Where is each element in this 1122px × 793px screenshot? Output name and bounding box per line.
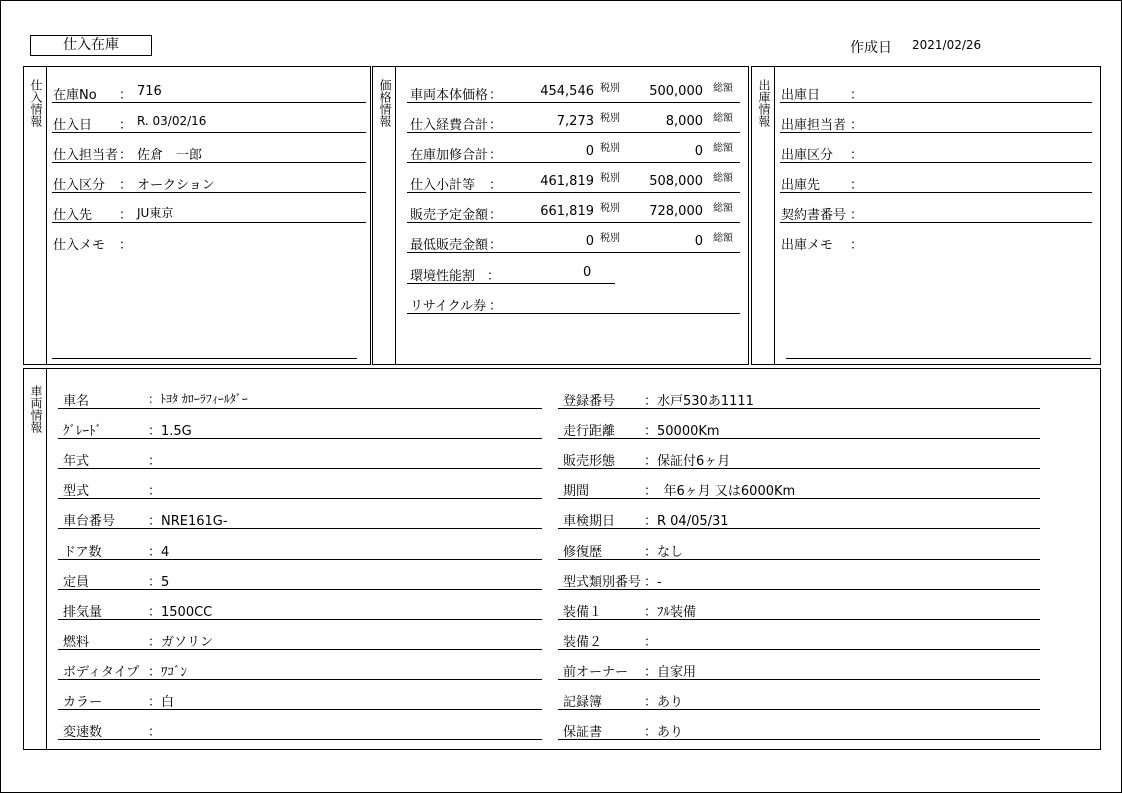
vehicle-right-row bbox=[558, 710, 1040, 740]
purchase-row-colon: ： bbox=[119, 88, 133, 103]
purchase-row bbox=[52, 133, 366, 163]
price-total-value: 0 bbox=[694, 234, 703, 249]
vehicle-right-label: 期間 bbox=[563, 484, 590, 499]
shipping-row-colon: ： bbox=[850, 238, 864, 253]
vehicle-right-value: ：- bbox=[644, 575, 662, 590]
vehicle-right-value: ： 年6ヶ月 又は6000Km bbox=[644, 484, 796, 499]
tax-excluded-label: 税別 bbox=[600, 233, 620, 244]
tax-excluded-label: 税別 bbox=[600, 173, 620, 184]
vehicle-left-value: ：ﾜｺﾞﾝ bbox=[148, 665, 188, 680]
price-side bbox=[373, 67, 396, 364]
purchase-row-colon: ： bbox=[119, 118, 133, 133]
purchase-row-label: 在庫No bbox=[53, 88, 97, 103]
tax-excluded-label: 税別 bbox=[600, 113, 620, 124]
price-tax-excluded-value: 7,273 bbox=[556, 114, 594, 129]
env-label: 環境性能割 bbox=[410, 269, 476, 284]
price-tax-excluded-value: 661,819 bbox=[540, 204, 594, 219]
purchase-row-value: R. 03/02/16 bbox=[137, 114, 207, 128]
purchase-row bbox=[52, 223, 366, 252]
shipping-row bbox=[780, 223, 1092, 252]
created-date-value: 2021/02/26 bbox=[912, 38, 982, 52]
env-value: 0 bbox=[583, 265, 592, 280]
vehicle-left-value: ：5 bbox=[148, 575, 170, 590]
vehicle-left-row bbox=[58, 439, 542, 469]
price-total-value: 8,000 bbox=[665, 114, 703, 129]
vehicle-right-row bbox=[558, 650, 1040, 680]
purchase-row-value: 佐倉 一郎 bbox=[137, 148, 203, 163]
shipping-side bbox=[752, 67, 775, 364]
price-total-value: 500,000 bbox=[649, 84, 703, 99]
purchase-row-colon: ： bbox=[119, 148, 133, 163]
purchase-row-colon: ： bbox=[119, 178, 133, 193]
shipping-row bbox=[780, 103, 1092, 133]
price-row-colon: ： bbox=[489, 88, 503, 103]
vehicle-panel bbox=[23, 368, 1101, 750]
price-row bbox=[407, 193, 740, 223]
vehicle-left-row bbox=[58, 650, 542, 680]
shipping-row bbox=[780, 193, 1092, 223]
vehicle-right-value: ：あり bbox=[644, 695, 684, 710]
vehicle-right-label: 記録簿 bbox=[563, 695, 603, 710]
price-total-value: 508,000 bbox=[649, 174, 703, 189]
vehicle-left-row bbox=[58, 560, 542, 590]
vehicle-left-row bbox=[58, 590, 542, 620]
tax-included-label: 総額 bbox=[713, 113, 733, 124]
vehicle-left-value: ：ﾄﾖﾀ ｶﾛｰﾗﾌｨｰﾙﾀﾞｰ bbox=[148, 392, 248, 406]
vehicle-right-label: 型式類別番号 bbox=[563, 575, 642, 590]
vehicle-left-label: 車台番号 bbox=[63, 514, 116, 529]
price-side-label: 価格情報 bbox=[378, 79, 392, 127]
purchase-side-label: 仕入情報 bbox=[29, 79, 43, 127]
vehicle-right-value: ：自家用 bbox=[644, 665, 697, 680]
price-total-value: 0 bbox=[694, 144, 703, 159]
tax-excluded-label: 税別 bbox=[600, 203, 620, 214]
vehicle-side-label: 車両情報 bbox=[29, 385, 43, 433]
shipping-row bbox=[780, 73, 1092, 103]
vehicle-right-value: ： bbox=[644, 635, 658, 650]
shipping-row-colon: ： bbox=[850, 208, 864, 223]
shipping-row-label: 出庫日 bbox=[781, 88, 821, 103]
vehicle-left-row bbox=[58, 620, 542, 650]
vehicle-right-row bbox=[558, 499, 1040, 529]
tax-included-label: 総額 bbox=[713, 203, 733, 214]
purchase-row-colon: ： bbox=[119, 238, 133, 253]
purchase-row bbox=[52, 103, 366, 133]
purchase-row-label: 仕入担当者 bbox=[53, 148, 119, 163]
vehicle-left-value: ：1500CC bbox=[148, 605, 213, 620]
purchase-row-colon: ： bbox=[119, 208, 133, 223]
price-row-colon: ： bbox=[489, 148, 503, 163]
vehicle-right-label: 修復歴 bbox=[563, 545, 603, 560]
vehicle-right-value: ：保証付6ヶ月 bbox=[644, 454, 731, 469]
recycle-colon: ： bbox=[489, 299, 503, 314]
purchase-row-value: オークション bbox=[137, 178, 215, 193]
price-row-label: 仕入経費合計 bbox=[410, 118, 489, 133]
vehicle-right-row bbox=[558, 560, 1040, 590]
purchase-row-label: 仕入日 bbox=[53, 118, 93, 133]
vehicle-right-row bbox=[558, 530, 1040, 560]
shipping-row-label: 出庫区分 bbox=[781, 148, 834, 163]
shipping-row bbox=[780, 133, 1092, 163]
env-row bbox=[407, 254, 615, 284]
vehicle-left-label: ボディタイプ bbox=[63, 665, 140, 680]
vehicle-left-label: 年式 bbox=[63, 454, 90, 469]
recycle-row bbox=[407, 284, 740, 314]
purchase-row bbox=[52, 193, 366, 223]
price-row-colon: ： bbox=[489, 238, 503, 253]
purchase-side bbox=[24, 67, 47, 364]
vehicle-right-label: 装備１ bbox=[563, 605, 603, 620]
price-row-label: 最低販売金額 bbox=[410, 238, 489, 253]
price-total-value: 728,000 bbox=[649, 204, 703, 219]
vehicle-left-label: 定員 bbox=[63, 575, 90, 590]
price-row bbox=[407, 103, 740, 133]
purchase-row bbox=[52, 163, 366, 193]
created-date-label: 作成日 bbox=[850, 40, 892, 56]
vehicle-right-row bbox=[558, 680, 1040, 710]
purchase-bottom-line bbox=[52, 358, 357, 359]
price-row-label: 販売予定金額 bbox=[410, 208, 489, 223]
vehicle-right-label: 前オーナー bbox=[563, 665, 629, 680]
price-row-label: 在庫加修合計 bbox=[410, 148, 489, 163]
report-title: 仕入在庫 bbox=[30, 35, 152, 56]
vehicle-right-label: 販売形態 bbox=[563, 454, 616, 469]
env-colon: ： bbox=[487, 269, 501, 284]
purchase-row-label: 仕入メモ bbox=[53, 238, 106, 253]
vehicle-left-label: カラー bbox=[63, 695, 103, 710]
vehicle-right-row bbox=[558, 439, 1040, 469]
vehicle-left-row bbox=[58, 710, 542, 740]
vehicle-right-value: ：水戸530あ1111 bbox=[644, 394, 754, 409]
vehicle-right-value: ：ﾌﾙ装備 bbox=[644, 605, 697, 620]
vehicle-right-value: ：なし bbox=[644, 545, 684, 560]
purchase-row-value: 716 bbox=[137, 84, 162, 99]
shipping-row-label: 出庫メモ bbox=[781, 238, 834, 253]
shipping-side-label: 出庫情報 bbox=[757, 79, 771, 127]
shipping-row-label: 出庫先 bbox=[781, 178, 821, 193]
shipping-row-label: 契約書番号 bbox=[781, 208, 847, 223]
vehicle-left-label: 車名 bbox=[63, 394, 90, 409]
vehicle-left-value: ：1.5G bbox=[148, 424, 192, 439]
price-row-colon: ： bbox=[489, 178, 503, 193]
tax-excluded-label: 税別 bbox=[600, 143, 620, 154]
price-row-label: 仕入小計等 bbox=[410, 178, 476, 193]
shipping-row-colon: ： bbox=[850, 118, 864, 133]
vehicle-right-label: 走行距離 bbox=[563, 424, 616, 439]
vehicle-right-value: ：R 04/05/31 bbox=[644, 514, 729, 529]
price-row-colon: ： bbox=[489, 118, 503, 133]
vehicle-left-label: 変速数 bbox=[63, 725, 103, 740]
vehicle-right-value: ：50000Km bbox=[644, 424, 720, 439]
shipping-bottom-line bbox=[786, 358, 1091, 359]
vehicle-right-row bbox=[558, 620, 1040, 650]
vehicle-left-row bbox=[58, 409, 542, 439]
vehicle-left-value: ：4 bbox=[148, 545, 170, 560]
vehicle-right-label: 保証書 bbox=[563, 725, 603, 740]
price-row bbox=[407, 163, 740, 193]
tax-included-label: 総額 bbox=[713, 233, 733, 244]
price-tax-excluded-value: 0 bbox=[585, 144, 594, 159]
price-row bbox=[407, 133, 740, 163]
vehicle-left-value: ：白 bbox=[148, 695, 175, 710]
purchase-row-value: JU東京 bbox=[137, 206, 174, 220]
shipping-row-colon: ： bbox=[850, 88, 864, 103]
purchase-row bbox=[52, 73, 366, 103]
vehicle-right-label: 車検期日 bbox=[563, 514, 616, 529]
vehicle-left-label: ドア数 bbox=[63, 545, 102, 560]
price-panel bbox=[372, 66, 749, 365]
shipping-row-colon: ： bbox=[850, 148, 864, 163]
vehicle-left-label: ｸﾞﾚｰﾄﾞ bbox=[63, 424, 102, 439]
vehicle-left-value: ： bbox=[148, 484, 162, 499]
price-tax-excluded-value: 0 bbox=[585, 234, 594, 249]
purchase-panel bbox=[23, 66, 371, 365]
vehicle-left-row bbox=[58, 499, 542, 529]
price-row bbox=[407, 73, 740, 103]
vehicle-left-label: 排気量 bbox=[63, 605, 103, 620]
purchase-row-label: 仕入区分 bbox=[53, 178, 106, 193]
vehicle-left-row bbox=[58, 530, 542, 560]
vehicle-left-value: ：ガソリン bbox=[148, 635, 214, 650]
purchase-row-label: 仕入先 bbox=[53, 208, 93, 223]
tax-included-label: 総額 bbox=[713, 143, 733, 154]
vehicle-left-label: 型式 bbox=[63, 484, 90, 499]
vehicle-side bbox=[24, 369, 47, 749]
vehicle-right-label: 登録番号 bbox=[563, 394, 616, 409]
vehicle-left-label: 燃料 bbox=[63, 635, 90, 650]
shipping-row-colon: ： bbox=[850, 178, 864, 193]
shipping-panel bbox=[751, 66, 1101, 365]
price-row-label: 車両本体価格 bbox=[410, 88, 489, 103]
price-row-colon: ： bbox=[489, 208, 503, 223]
tax-included-label: 総額 bbox=[713, 83, 733, 94]
vehicle-right-label: 装備２ bbox=[563, 635, 603, 650]
tax-included-label: 総額 bbox=[713, 173, 733, 184]
price-tax-excluded-value: 461,819 bbox=[540, 174, 594, 189]
recycle-label: リサイクル券 bbox=[410, 299, 487, 314]
shipping-row-label: 出庫担当者 bbox=[781, 118, 847, 133]
vehicle-right-row bbox=[558, 409, 1040, 439]
tax-excluded-label: 税別 bbox=[600, 83, 620, 94]
vehicle-left-value: ： bbox=[148, 454, 162, 469]
vehicle-right-row bbox=[558, 379, 1040, 409]
vehicle-right-row bbox=[558, 590, 1040, 620]
vehicle-left-row bbox=[58, 379, 542, 409]
vehicle-left-value: ：NRE161G- bbox=[148, 514, 228, 529]
price-tax-excluded-value: 454,546 bbox=[540, 84, 594, 99]
vehicle-left-row bbox=[58, 680, 542, 710]
price-row bbox=[407, 223, 740, 253]
shipping-row bbox=[780, 163, 1092, 193]
vehicle-left-value: ： bbox=[148, 725, 162, 740]
vehicle-right-value: ：あり bbox=[644, 725, 684, 740]
vehicle-left-row bbox=[58, 469, 542, 499]
vehicle-right-row bbox=[558, 469, 1040, 499]
